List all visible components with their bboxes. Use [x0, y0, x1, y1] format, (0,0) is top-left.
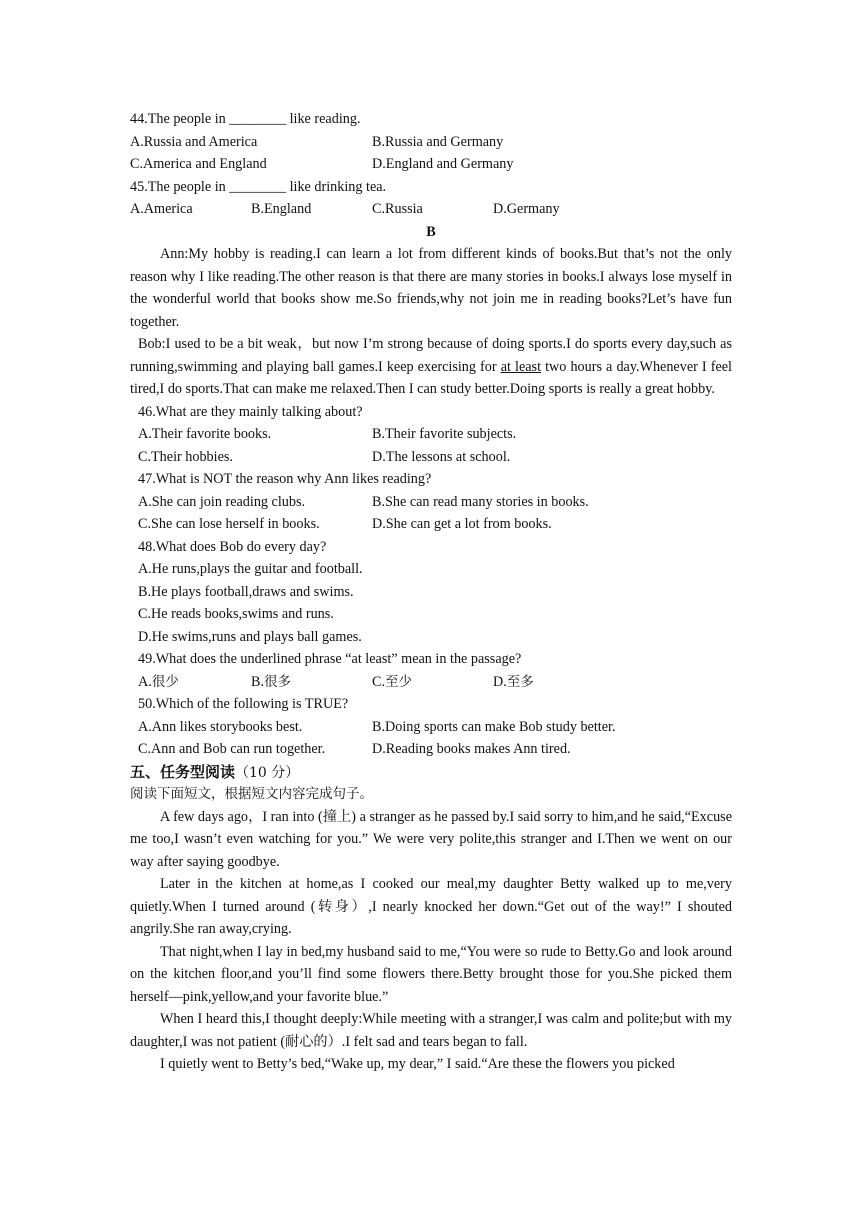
- question-47-stem: 47.What is NOT the reason why Ann likes reading?: [138, 471, 432, 487]
- option-text: 至多: [506, 673, 534, 690]
- option-text: 至少: [385, 673, 413, 690]
- option: D.England and Germany: [372, 156, 514, 172]
- story-paragraph-2: Later in the kitchen at home,as I cooked our meal,my daughter Betty walked up to me,very quietly.When I turned around (转身）,I nearly knocked her down.“Get out of the way!” I shouted angrily.She ran away,crying.: [130, 876, 732, 937]
- bob-text-end: two hours a day.Whenever I feel tired,I do sports.That can make me relaxed.Then I can study better.Doing sports is really a great hobby.: [130, 358, 732, 397]
- option: C.Their hobbies.: [138, 448, 233, 465]
- option: A.Russia and America: [130, 133, 258, 150]
- option-a: [138, 671, 251, 694]
- option: C.He reads books,swims and runs.: [138, 606, 334, 622]
- story-paragraph-3: That night,when I lay in bed,my husband said to me,“You were so rude to Betty.Go and look around on the kitchen floor,and you’ll find some flowers there.Betty brought those for you.She picked them herself—pink,yellow,and your favorite blue.”: [130, 943, 732, 1005]
- question-48-stem: 48.What does Bob do every day?: [138, 538, 327, 555]
- option-text: 很少: [151, 673, 179, 690]
- question-50-options-row2: [130, 738, 732, 761]
- option: D.He swims,runs and plays ball games.: [138, 628, 362, 645]
- option-text: 很多: [264, 673, 292, 690]
- option: A.He runs,plays the guitar and football.: [138, 561, 363, 577]
- option: C.Ann and Bob can run together.: [138, 741, 326, 757]
- option: B.He plays football,draws and swims.: [138, 583, 354, 600]
- question-50-options-row1: [130, 716, 732, 739]
- question-46-stem: 46.What are they mainly talking about?: [138, 403, 363, 420]
- passage-b-ann-paragraph: Ann:My hobby is reading.I can learn a lot from different kinds of books.But that’s not the only reason why I like reading.The other reason is that there are many stories in books.I always lose myself in the wonderful world that books show me.So friends,why not join me in reading books?Let’s have fun together.: [130, 246, 732, 330]
- passage-b-bob-paragraph: [130, 333, 732, 401]
- option-c: [372, 671, 493, 694]
- page-content: [130, 108, 732, 1076]
- section-title-text: 五、任务型阅读: [130, 762, 236, 781]
- option: B.She can read many stories in books.: [372, 493, 589, 510]
- option: A.Their favorite books.: [138, 426, 272, 442]
- option: B.Russia and Germany: [372, 133, 504, 150]
- option-letter: B.: [251, 673, 265, 690]
- question-44-options-row2: [130, 153, 732, 176]
- option-d: [493, 671, 534, 694]
- underlined-phrase: at least: [500, 358, 542, 375]
- section-5-instruction: 阅读下面短文，根据短文内容完成句子。: [130, 786, 373, 802]
- option: B.Doing sports can make Bob study better.: [372, 718, 616, 735]
- section-5-title: [130, 761, 732, 784]
- question-47-options-row2: [130, 513, 732, 536]
- question-49-options: [130, 671, 732, 694]
- story-paragraph-1: A few days ago，I ran into (撞上) a stranger as he passed by.I said sorry to him,and he said,“Excuse me too,I wasn’t even watching for you.” We were very polite,this stranger and I.Then we went on our way after saying goodbye.: [130, 808, 732, 870]
- option: A.She can join reading clubs.: [138, 493, 306, 510]
- option: A.America: [130, 201, 193, 217]
- option: D.Reading books makes Ann tired.: [372, 741, 571, 757]
- question-45-stem: 45.The people in ________ like drinking tea.: [130, 178, 387, 195]
- question-49-stem: 49.What does the underlined phrase “at least” mean in the passage?: [138, 651, 522, 667]
- question-46-options-row1: [130, 423, 732, 446]
- question-50-stem: 50.Which of the following is TRUE?: [138, 696, 349, 712]
- option: B.England: [251, 201, 312, 217]
- option: C.She can lose herself in books.: [138, 516, 320, 532]
- option-letter: C.: [372, 673, 386, 690]
- passage-b-heading: B: [426, 223, 436, 240]
- bob-text-start: Bob:I used to be a bit weak，but now I’m strong because of doing sports.I do sports every day,such as running,swimming and playing ball games.I keep exercising for: [130, 336, 732, 375]
- option: C.Russia: [372, 201, 423, 217]
- option-letter: A.: [138, 673, 152, 690]
- question-44-stem: 44.The people in ________ like reading.: [130, 111, 361, 127]
- question-45-options: [130, 198, 732, 221]
- story-paragraph-4: When I heard this,I thought deeply:While meeting with a stranger,I was calm and polite;but with my daughter,I was not patient (耐心的）.I felt sad and tears began to fall.: [130, 1011, 732, 1050]
- option: C.America and England: [130, 156, 267, 172]
- option-b: [251, 671, 372, 694]
- option: D.She can get a lot from books.: [372, 516, 552, 532]
- section-points: （10 分）: [235, 764, 300, 781]
- option: D.Germany: [493, 201, 560, 217]
- option-letter: D.: [493, 673, 507, 690]
- question-44-options-row1: [130, 131, 732, 154]
- option: B.Their favorite subjects.: [372, 426, 517, 442]
- story-paragraph-5: I quietly went to Betty’s bed,“Wake up, my dear,” I said.“Are these the flowers you picked: [160, 1056, 675, 1072]
- option: D.The lessons at school.: [372, 448, 511, 465]
- option: A.Ann likes storybooks best.: [138, 718, 303, 735]
- question-47-options-row1: [130, 491, 732, 514]
- question-46-options-row2: [130, 446, 732, 469]
